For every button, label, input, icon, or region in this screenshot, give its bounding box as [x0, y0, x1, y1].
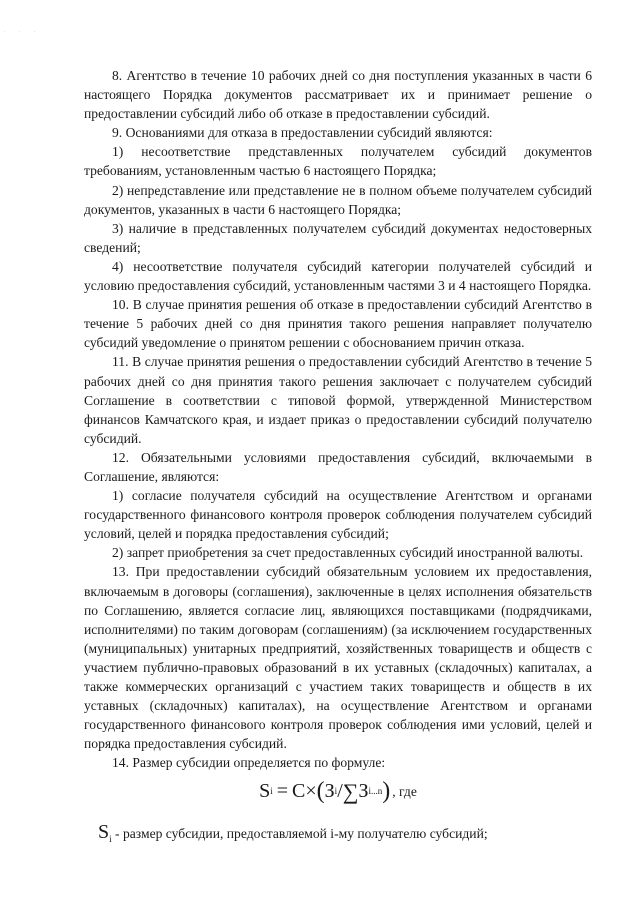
formula-tail: , где — [392, 783, 417, 799]
definition-symbol: S — [98, 821, 110, 843]
paragraph-9-item-2: 2) непредставление или представление не в полном объеме получателем субсидий документов, указанных в части 6 настоящего Порядка; — [84, 182, 592, 217]
paragraph-12: 12. Обязательными условиями предоставления субсидий, включаемыми в Соглашение, являются: — [84, 449, 592, 484]
definition-text: - размер субсидии, предоставляемой i-му получателю субсидий; — [111, 826, 488, 841]
paragraph-11: 11. В случае принятия решения о предоставлении субсидий Агентство в течение 5 рабочих дней со дня принятия такого решения заключает с получателем субсидий Соглашение в соответствии с типовой формой, утвержденной Министерством финансов Камчатского края, и издает приказ о предоставлении субсидий получателю субсидий. — [84, 354, 592, 446]
paragraph-8: 8. Агентство в течение 10 рабочих дней со дня поступления указанных в части 6 настоящего Порядка документов рассматривает их и принимает решение о предоставлении субсидий либо об отказе в предоставлении субсидий. — [84, 68, 592, 122]
paragraph-9-item-1: 1) несоответствие представленных получателем субсидий документов требованиям, установленным частью 6 настоящего Порядка; — [84, 144, 592, 179]
paragraph-9: 9. Основаниями для отказа в предоставлении субсидий являются: — [112, 125, 493, 141]
formula-slash: / — [337, 779, 343, 802]
paragraph-12-item-1: 1) согласие получателя субсидий на осуществление Агентством и органами государственного финансового контроля проверок соблюдения получателем субсидий условий, целей и порядка предоставления субсидий; — [84, 488, 592, 542]
paragraph-9-item-3: 3) наличие в представленных получателем субсидий документах недостоверных сведений; — [84, 220, 592, 255]
paragraph-13: 13. При предоставлении субсидий обязательным условием их предоставления, включаемым в договоры (соглашения), заключенные в целях исполнения обязательств по Соглашению, является согласие лиц, являющихся поставщиками (подрядчиками, исполнителями) по таким договорам (соглашениям) (за исключением государственных (муниципальных) унитарных предприятий, хозяйственных товариществ и обществ с участием публично-правовых образований в их уставных (складочных) капиталах, а также коммерческих организаций с участием таких товариществ и обществ в их уставных (складочных) капиталах), на осуществление Агентством и органами государственного финансового контроля проверок соблюдения ими условий, целей и порядка предоставления субсидий. — [84, 564, 592, 752]
paragraph-14: 14. Размер субсидии определяется по формуле: — [112, 755, 386, 771]
subsidy-formula — [84, 774, 592, 808]
formula-numerator: З — [324, 779, 335, 802]
formula-numerator-subscript: i — [334, 785, 338, 796]
formula-open-paren: ( — [316, 777, 325, 804]
paragraph-10: 10. В случае принятия решения об отказе в предоставлении субсидий Агентство в течение 5 рабочих дней со дня принятия такого решения направляет получателю субсидий уведомление о принятом решении с обоснованием причин отказа. — [84, 297, 592, 351]
formula-sum-sign: ∑ — [342, 778, 359, 804]
definition-symbol-subscript: i — [109, 834, 112, 844]
formula-equals: = — [276, 779, 289, 802]
document-body — [84, 66, 592, 808]
formula-coefficient: C× — [292, 779, 317, 802]
formula-definition — [98, 822, 598, 849]
formula-denominator: З — [358, 779, 369, 802]
paragraph-12-item-2: 2) запрет приобретения за счет предоставленных субсидий иностранной валюты. — [112, 545, 584, 561]
formula-lhs: S — [259, 779, 271, 802]
formula-close-paren: ) — [382, 777, 391, 804]
formula-lhs-subscript: i — [270, 785, 273, 796]
scan-artifact-marks: · · · — [4, 30, 42, 35]
formula-denominator-subscript: i...n — [368, 785, 383, 796]
paragraph-9-item-4: 4) несоответствие получателя субсидий категории получателей субсидий и условию предоставления субсидий, установленным частями 3 и 4 настоящего Порядка. — [84, 258, 592, 294]
